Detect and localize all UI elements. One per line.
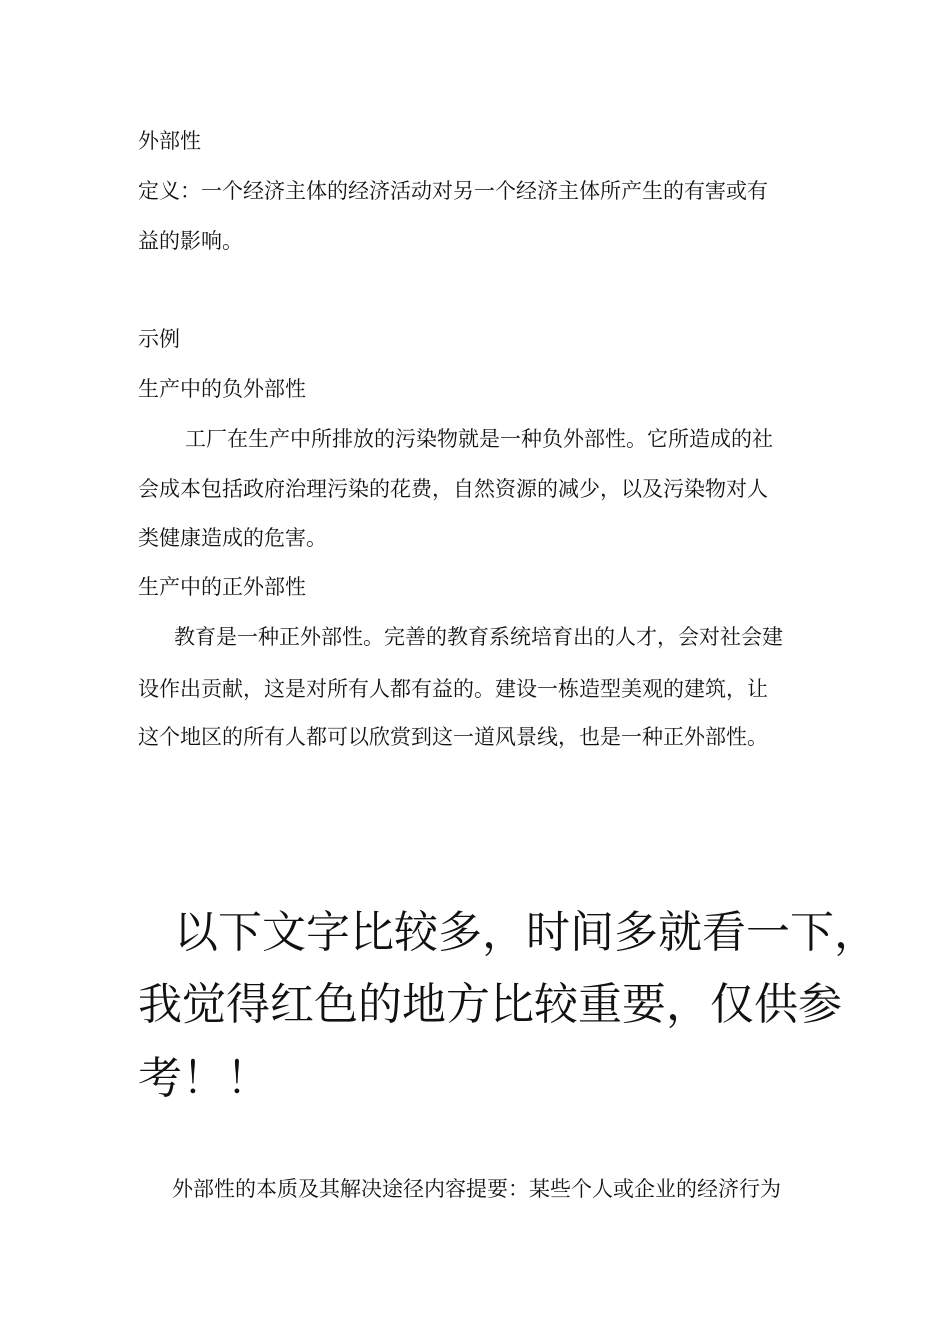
positive-externality-heading: 生产中的正外部性 bbox=[138, 575, 306, 599]
negative-paragraph-line-2: 会成本包括政府治理污染的花费，自然资源的减少，以及污染物对人 bbox=[138, 477, 768, 501]
negative-paragraph-line-1: 工厂在生产中所排放的污染物就是一种负外部性。它所造成的社 bbox=[164, 427, 773, 451]
notice-line-2: 我觉得红色的地方比较重要，仅供参 bbox=[138, 979, 842, 1030]
positive-paragraph-line-2: 设作出贡献，这是对所有人都有益的。建设一栋造型美观的建筑，让 bbox=[138, 677, 768, 701]
positive-paragraph-line-1: 教育是一种正外部性。完善的教育系统培育出的人才，会对社会建 bbox=[174, 625, 783, 649]
section-heading: 外部性 bbox=[138, 129, 201, 153]
notice-line-3: 考！！ bbox=[138, 1053, 270, 1104]
negative-paragraph-line-3: 类健康造成的危害。 bbox=[138, 526, 327, 550]
definition-line-2: 益的影响。 bbox=[138, 229, 243, 253]
notice-line-1: 以下文字比较多，时间多就看一下， bbox=[174, 907, 878, 958]
example-heading: 示例 bbox=[138, 327, 180, 351]
definition-line-1: 定义：一个经济主体的经济活动对另一个经济主体所产生的有害或有 bbox=[138, 179, 768, 203]
negative-externality-heading: 生产中的负外部性 bbox=[138, 377, 306, 401]
summary-line: 外部性的本质及其解决途径内容提要：某些个人或企业的经济行为 bbox=[172, 1177, 781, 1201]
positive-paragraph-line-3: 这个地区的所有人都可以欣赏到这一道风景线，也是一种正外部性。 bbox=[138, 725, 768, 749]
